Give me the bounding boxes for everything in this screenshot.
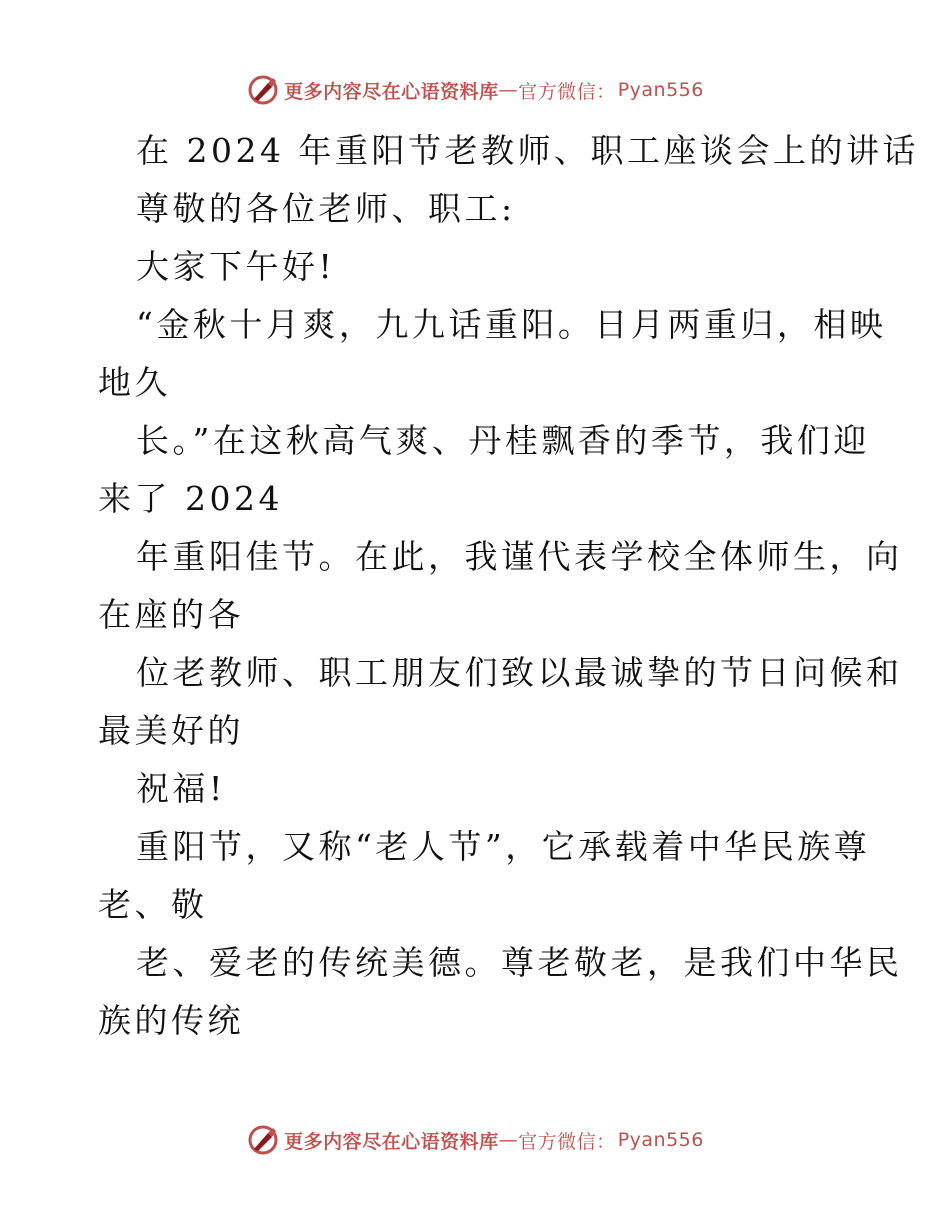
banner-main-text: 更多内容尽在心语资料库 — [284, 80, 499, 103]
paragraph-line: 来了 2024 — [98, 479, 283, 518]
document-title: 在 2024 年重阳节老教师、职工座谈会上的讲话 — [136, 131, 919, 170]
header-banner — [0, 70, 950, 110]
banner-wechat-label: 官方微信： — [518, 80, 616, 103]
greeting: 大家下午好! — [136, 247, 336, 286]
banner-separator: — — [498, 79, 519, 101]
footer-banner — [0, 1120, 950, 1160]
document-body — [98, 122, 919, 1050]
paragraph-line: 族的传统 — [98, 1001, 244, 1040]
paragraph-line: 最美好的 — [98, 711, 244, 750]
banner-wechat-id: Pyan556 — [617, 79, 704, 101]
paragraph-line: 地久 — [98, 363, 171, 402]
paragraph-line: 老、爱老的传统美德。尊老敬老，是我们中华民 — [136, 943, 903, 982]
paragraph-line: 老、敬 — [98, 885, 208, 924]
salutation: 尊敬的各位老师、职工: — [136, 189, 516, 228]
paragraph-line: 年重阳佳节。在此，我谨代表学校全体师生，向 — [136, 537, 903, 576]
banner-wechat-id: Pyan556 — [617, 1129, 704, 1151]
banner-wechat-label: 官方微信： — [518, 1130, 616, 1153]
banner-main-text: 更多内容尽在心语资料库 — [284, 1130, 499, 1153]
banner-separator: — — [498, 1129, 519, 1151]
paragraph-line: 重阳节，又称“老人节”，它承载着中华民族尊 — [136, 827, 871, 866]
paragraph-line: 祝福! — [136, 769, 226, 808]
paragraph-line: 长。”在这秋高气爽、丹桂飘香的季节，我们迎 — [136, 421, 870, 460]
pen-nib-logo-icon — [246, 73, 280, 107]
paragraph-line: 在座的各 — [98, 595, 244, 634]
pen-nib-logo-icon — [246, 1123, 280, 1157]
paragraph-line: 位老教师、职工朋友们致以最诚挚的节日问候和 — [136, 653, 903, 692]
paragraph-line: “金秋十月爽，九九话重阳。日月两重归，相映 — [136, 305, 887, 344]
